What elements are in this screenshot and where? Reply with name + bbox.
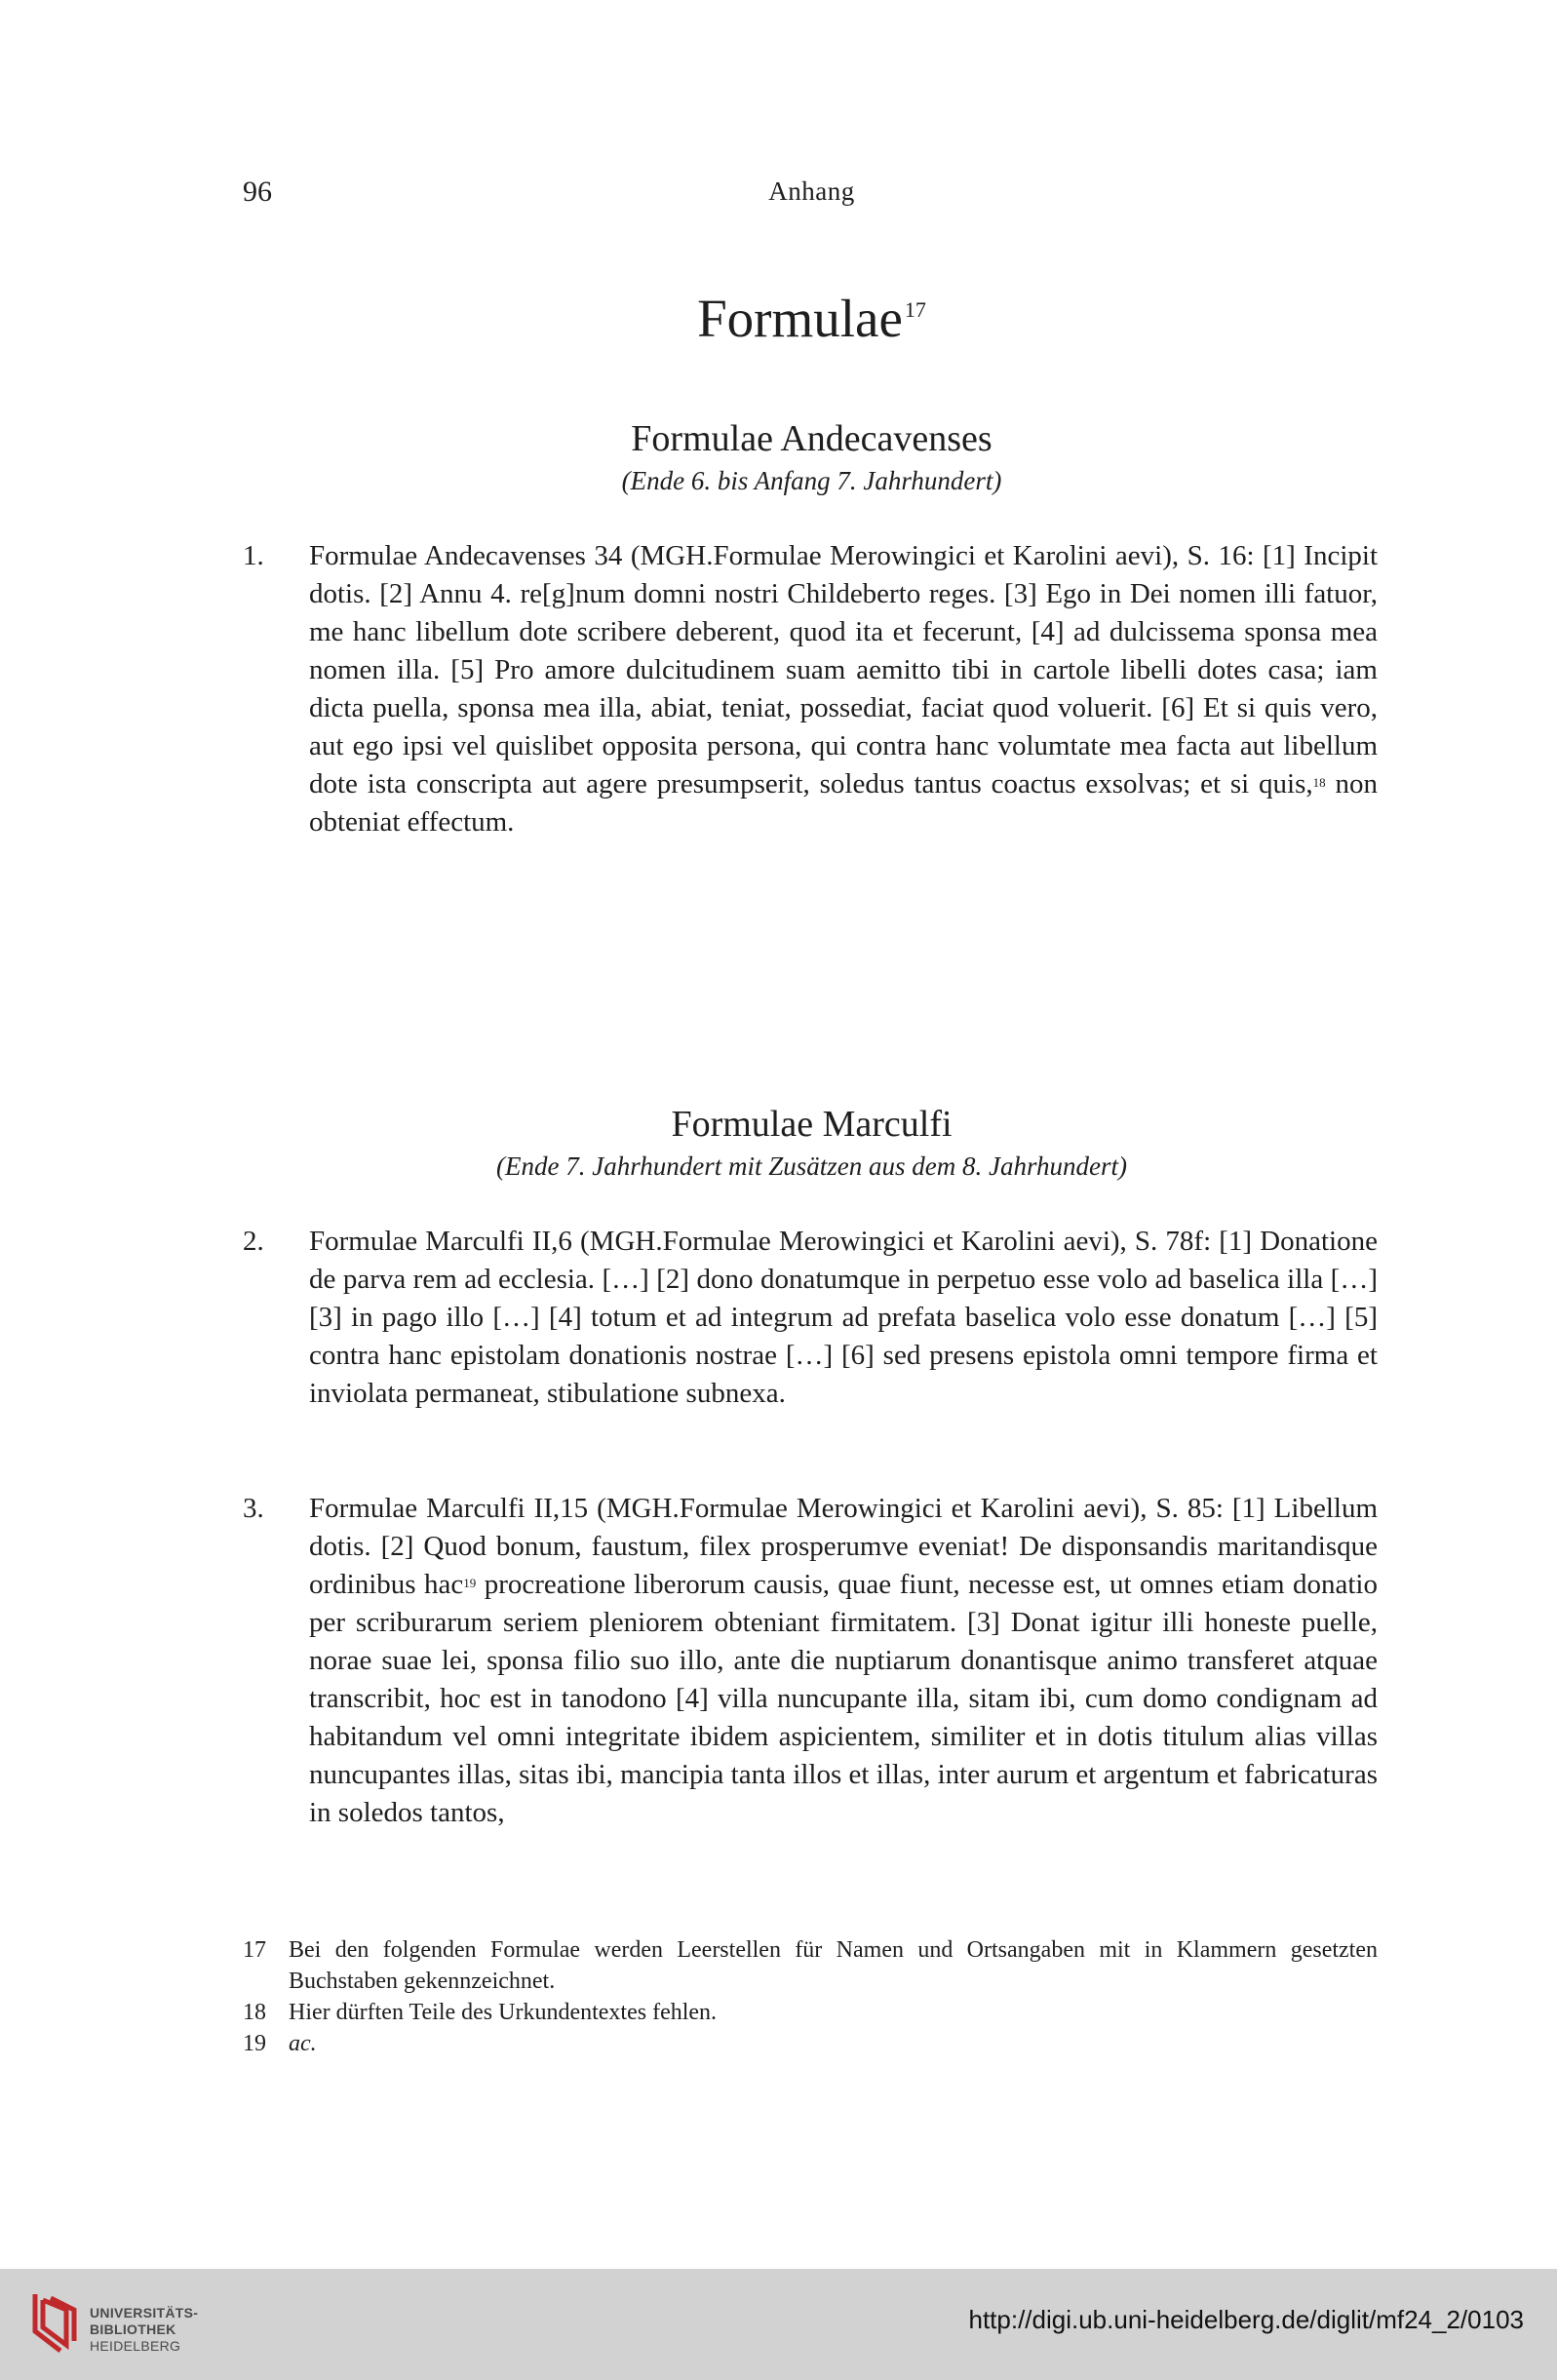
footnote-ref-17[interactable]: 17 [904,297,926,322]
footnote-ref-19[interactable]: 19 [463,1576,477,1590]
running-head: Anhang [768,176,855,206]
item-text-part: procreatione liberorum causis, quae fiunt, necesse est, ut omnes etiam donatio per scriburarum seriem pleniorem obteniant firmitatem. [3] Donat igitur illi honeste puelle, norae suae lei, sponsa filio suo illo, ante die nuptiarum donantisque animo transferet atquae transcribit, hoc est in tanodono [4] villa nuncupante illa, sitam ibi, cum domo condignam ad habitandum vel omni integritate ibidem aspicientem, similiter et in dotis titulum alias villas nuncupantes illas, sitas ibi, mancipia tanta illos et illas, inter aurum et argentum et fabricaturas in soledos tantos, [309,1569,1378,1828]
item-text [309,1223,1378,1413]
item-text-part: Formulae Marculfi II,15 (MGH.Formulae Merowingici et Karolini aevi), S. 85: [1] Libellum dotis. [2] Quod bonum, faustum, filex prosperumve eveniat! De disponsandis maritandisque ordinibus hac [309,1493,1378,1600]
item-text-part: non obteniat effectum. [309,768,1378,838]
item-number: 3. [243,1493,264,1524]
library-name-line: HEIDELBERG [90,2338,181,2354]
list-item-1 [243,537,1378,841]
section-title-marculfi: Formulae Marculfi [671,1104,953,1145]
footnote-text: Bei den folgenden Formulae werden Leerstellen für Namen und Ortsangaben mit in Klammern gesetzten Buchstaben gekennzeichnet. [289,1937,1378,1994]
list-item-3 [243,1490,1378,1832]
footnote-19 [243,2028,1378,2059]
item-number: 1. [243,540,264,571]
list-item-2 [243,1223,1378,1413]
footnote-text: Hier dürften Teile des Urkundentextes fehlen. [289,2000,718,2025]
page-number: 96 [243,176,272,208]
library-name [90,2305,198,2355]
footnote-number: 17 [243,1937,266,1963]
footnote-text: ac. [289,2031,317,2056]
ub-heidelberg-logo-icon[interactable] [21,2288,90,2357]
page-title-text: Formulae [697,289,903,348]
footnote-number: 18 [243,2000,266,2025]
footnote-18 [243,1997,1378,2028]
item-text-part: Formulae Andecavenses 34 (MGH.Formulae Merowingici et Karolini aevi), S. 16: [1] Incipit dotis. [2] Annu 4. re[g]num domni nostri Childeberto reges. [3] Ego in Dei nomen illi fatuor, me hanc libellum dote scribere deberent, quod ita et fecerunt, [4] ad dulcissema sponsa mea nomen illa. [5] Pro amore dulcitudinem suam aemitto tibi in cartole libelli dotes casa; iam dicta puella, sponsa mea illa, abiat, teniat, possediat, faciat quod voluerit. [6] Et si quis vero, aut ego ipsi vel quislibet opposita persona, qui contra hanc volumtate mea facta aut libellum dote ista conscripta aut agere presumpserit, soledus tantus coactus exsolvas; et si quis, [309,540,1378,800]
footnote-ref-18[interactable]: 18 [1312,775,1326,790]
section-subtitle-andecavenses: (Ende 6. bis Anfang 7. Jahrhundert) [621,466,1002,495]
footer-bar [0,2269,1557,2380]
item-number: 2. [243,1226,264,1257]
library-name-line: UNIVERSITÄTS- [90,2305,199,2321]
library-name-line: BIBLIOTHEK [90,2321,176,2337]
item-text [309,537,1378,841]
footnote-number: 19 [243,2031,266,2056]
page-title [0,288,1557,349]
section-subtitle-marculfi: (Ende 7. Jahrhundert mit Zusätzen aus dem 8. Jahrhundert) [496,1151,1127,1181]
item-text-part: Formulae Marculfi II,6 (MGH.Formulae Merowingici et Karolini aevi), S. 78f: [1] Donatione de parva rem ad ecclesia. […] [2] dono donatumque in perpetuo esse volo ad baselica illa […] [3] in pago illo […] [4] totum et ad integrum ad prefata baselica volo esse donatum […] [5] contra hanc epistolam donationis nostrae […] [6] sed presens epistola omni tempore firma et inviolata permaneat, stibulatione subnexa. [309,1226,1378,1409]
section-title-andecavenses: Formulae Andecavenses [631,418,993,459]
source-url-link[interactable]: http://digi.ub.uni-heidelberg.de/diglit/mf24_2/0103 [968,2305,1524,2334]
footnote-17 [243,1934,1378,1997]
item-text [309,1490,1378,1832]
